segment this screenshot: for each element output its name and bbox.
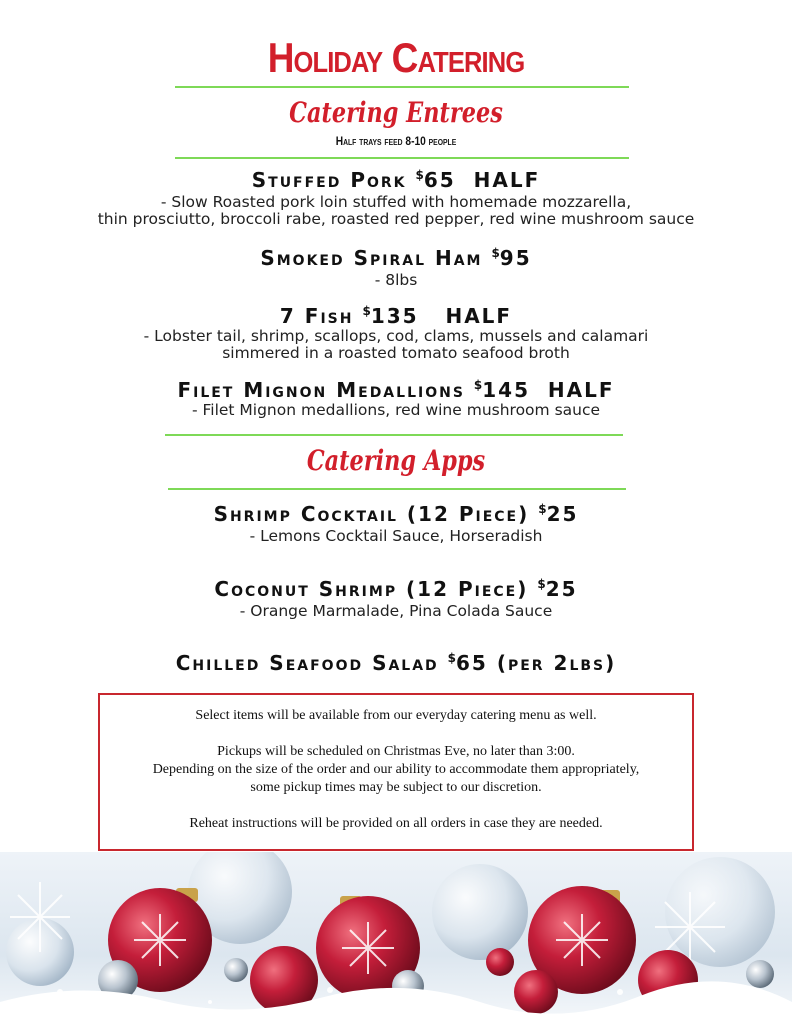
notice-line: Depending on the size of the order and our ability to accommodate them appropriately, [152,762,640,777]
divider [165,434,623,436]
christmas-ornaments-image [0,852,792,1024]
page-title: Holiday Catering [267,34,525,81]
menu-item-description: - Lemons Cocktail Sauce, Horseradish [249,527,543,545]
apps-heading: Catering Apps [306,444,486,477]
menu-item-description: - Lobster tail, shrimp, scallops, cod, clams, mussels and calamari simmered in a roasted tomato seafood broth [143,327,649,362]
menu-item-description: - Slow Roasted pork loin stuffed with homemade mozzarella, thin prosciutto, broccoli rabe, roasted red pepper, red wine mushroom sauce [97,193,695,228]
menu-item-description: - 8lbs [374,271,418,289]
menu-item-name: Shrimp Cocktail (12 Piece) $25 [213,502,579,526]
menu-item-description: - Filet Mignon medallions, red wine mushroom sauce [191,401,601,419]
menu-item-name: Stuffed Pork $65 HALF [251,168,541,192]
divider [175,157,629,159]
menu-item-name: Chilled Seafood Salad $65 (per 2lbs) [175,651,617,675]
notice-line: Pickups will be scheduled on Christmas Eve, no later than 3:00. [217,744,575,759]
notice-line: some pickup times may be subject to our discretion. [250,780,542,795]
menu-item-name: Filet Mignon Medallions $145 HALF [177,378,615,402]
menu-item-name: Smoked Spiral Ham $95 [260,246,532,270]
menu-item-description: - Orange Marmalade, Pina Colada Sauce [239,602,553,620]
menu-item-name: Coconut Shrimp (12 Piece) $25 [214,577,578,601]
menu-item-name: 7 Fish $135 HALF [279,304,513,328]
divider [175,86,629,88]
entrees-note: Half trays feed 8-10 people [335,134,457,148]
notice-box [98,693,694,851]
entrees-heading: Catering Entrees [289,96,503,129]
divider [168,488,626,490]
notice-line: Select items will be available from our everyday catering menu as well. [195,708,597,723]
notice-line: Reheat instructions will be provided on all orders in case they are needed. [189,816,603,831]
